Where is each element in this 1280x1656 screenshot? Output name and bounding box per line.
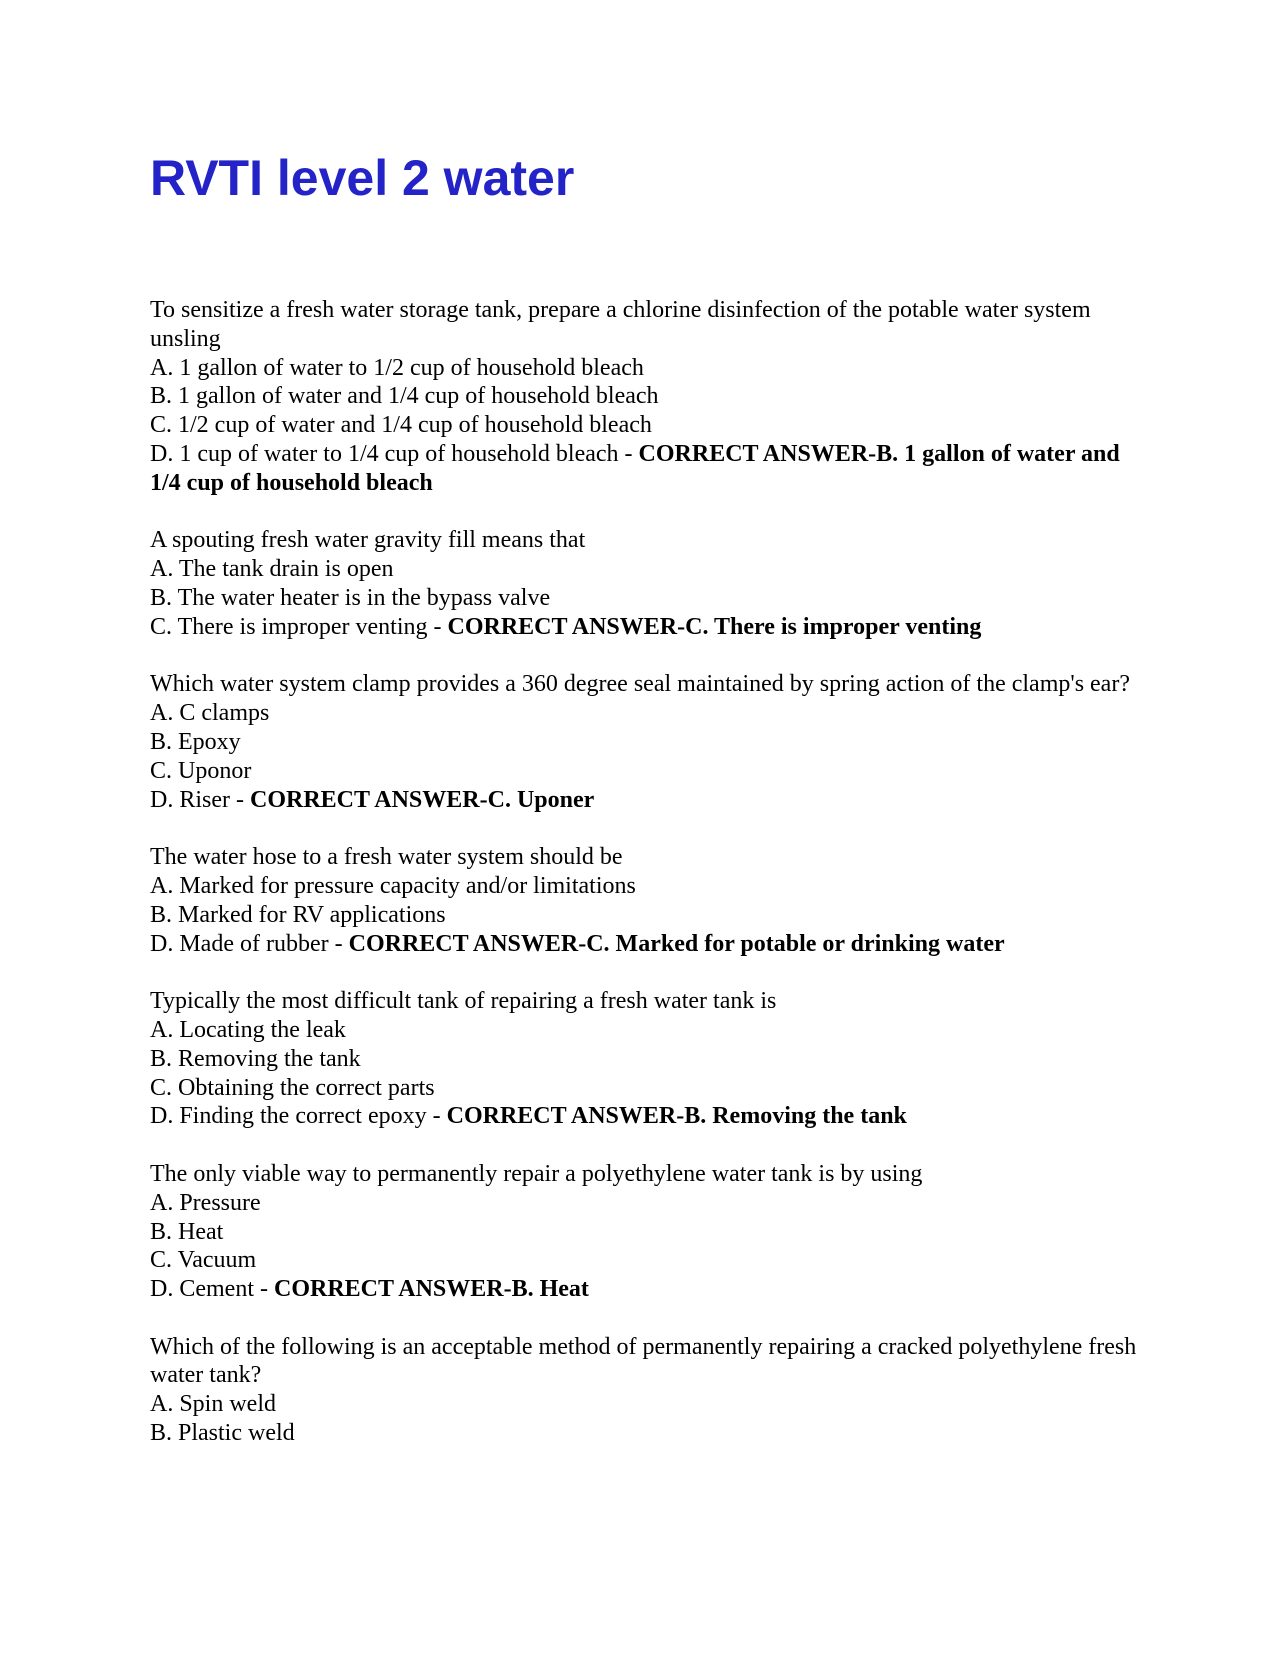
question-block bbox=[150, 987, 1140, 1131]
correct-answer-prefix: CORRECT ANSWER- bbox=[273, 1276, 512, 1303]
option-text: A. Marked for pressure capacity and/or limitations bbox=[150, 872, 636, 899]
option-text: C. Vacuum bbox=[150, 1247, 257, 1274]
option-text: A. 1 gallon of water to 1/2 cup of household bleach bbox=[150, 354, 644, 381]
option-text: D. 1 cup of water to 1/4 cup of household bleach bbox=[150, 440, 619, 467]
option-text: A. Spin weld bbox=[150, 1391, 276, 1418]
option-text: C. Uponor bbox=[150, 757, 252, 784]
answer-option bbox=[150, 1045, 1140, 1074]
answer-option bbox=[150, 699, 1140, 728]
correct-answer bbox=[447, 1103, 907, 1129]
answer-option bbox=[150, 411, 1140, 440]
option-text: A. C clamps bbox=[150, 700, 270, 727]
question-text: To sensitize a fresh water storage tank, prepare a chlorine disinfection of the potable water system unsling bbox=[150, 297, 1091, 352]
correct-answer-value: C. There is improper venting bbox=[685, 613, 982, 640]
question-list bbox=[150, 296, 1140, 1477]
correct-answer bbox=[448, 614, 982, 640]
option-text: B. Removing the tank bbox=[150, 1045, 361, 1072]
answer-option bbox=[150, 872, 1140, 901]
answer-option: C. There is improper venting - CORRECT ANSWER-C. There is improper venting bbox=[150, 613, 982, 640]
question-block bbox=[150, 843, 1140, 958]
question-text: Typically the most difficult tank of repairing a fresh water tank is bbox=[150, 988, 777, 1015]
option-text: B. Plastic weld bbox=[150, 1420, 295, 1447]
question-block bbox=[150, 1160, 1140, 1304]
answer-option: D. Finding the correct epoxy - CORRECT ANSWER-B. Removing the tank bbox=[150, 1103, 907, 1130]
option-text: A. The tank drain is open bbox=[150, 556, 394, 583]
correct-answer-prefix: CORRECT ANSWER- bbox=[348, 930, 587, 957]
answer-option bbox=[150, 1016, 1140, 1045]
option-text: D. Made of rubber bbox=[150, 930, 329, 957]
correct-answer-prefix: CORRECT ANSWER- bbox=[447, 613, 686, 640]
option-text: C. Obtaining the correct parts bbox=[150, 1074, 435, 1101]
correct-answer-prefix: CORRECT ANSWER- bbox=[250, 786, 488, 813]
question-text: The only viable way to permanently repair a polyethylene water tank is by using bbox=[150, 1160, 923, 1187]
correct-answer-value: B. Removing the tank bbox=[684, 1103, 907, 1130]
answer-option: D. Cement - CORRECT ANSWER-B. Heat bbox=[150, 1276, 589, 1303]
option-text: A. Locating the leak bbox=[150, 1016, 346, 1043]
answer-option bbox=[150, 728, 1140, 757]
correct-answer-prefix: CORRECT ANSWER- bbox=[446, 1103, 685, 1130]
correct-answer-prefix: CORRECT ANSWER- bbox=[638, 440, 877, 467]
answer-option bbox=[150, 1419, 1140, 1448]
option-text: D. Riser bbox=[150, 786, 230, 813]
document-title: RVTI level 2 water bbox=[150, 150, 575, 206]
question-block bbox=[150, 296, 1140, 498]
answer-option bbox=[150, 1390, 1140, 1419]
answer-option: D. Made of rubber - CORRECT ANSWER-C. Marked for potable or drinking water bbox=[150, 930, 1005, 957]
option-text: B. Heat bbox=[150, 1218, 224, 1245]
correct-answer-value: B. Heat bbox=[511, 1276, 589, 1303]
correct-answer bbox=[274, 1276, 589, 1302]
answer-option bbox=[150, 1246, 1140, 1275]
answer-option bbox=[150, 1218, 1140, 1247]
option-text: C. 1/2 cup of water and 1/4 cup of household bleach bbox=[150, 412, 652, 439]
answer-option bbox=[150, 757, 1140, 786]
correct-answer bbox=[349, 931, 1005, 957]
answer-option bbox=[150, 1074, 1140, 1103]
question-text: The water hose to a fresh water system should be bbox=[150, 844, 623, 871]
option-text: B. Epoxy bbox=[150, 728, 241, 755]
question-block bbox=[150, 526, 1140, 641]
question-block bbox=[150, 670, 1140, 814]
correct-answer-value: C. Uponer bbox=[487, 786, 595, 813]
answer-option bbox=[150, 1189, 1140, 1218]
option-text: D. Cement bbox=[150, 1276, 254, 1303]
option-text: C. There is improper venting bbox=[150, 613, 428, 640]
option-text: B. Marked for RV applications bbox=[150, 901, 446, 928]
answer-option bbox=[150, 555, 1140, 584]
question-text: Which water system clamp provides a 360 degree seal maintained by spring action of the clamp's ear? bbox=[150, 671, 1130, 698]
answer-option bbox=[150, 382, 1140, 411]
question-text: Which of the following is an acceptable method of permanently repairing a cracked polyethylene fresh water tank? bbox=[150, 1333, 1137, 1389]
option-text: D. Finding the correct epoxy bbox=[150, 1103, 427, 1130]
answer-option bbox=[150, 354, 1140, 383]
option-text: A. Pressure bbox=[150, 1189, 261, 1216]
option-text: B. The water heater is in the bypass valve bbox=[150, 584, 551, 611]
answer-option bbox=[150, 584, 1140, 613]
answer-option: D. Riser - CORRECT ANSWER-C. Uponer bbox=[150, 786, 595, 813]
correct-answer-value: B. 1 gallon of water and 1/4 cup of household bleach bbox=[150, 440, 1120, 496]
correct-answer-value: C. Marked for potable or drinking water bbox=[586, 930, 1005, 957]
question-block bbox=[150, 1333, 1140, 1448]
answer-option: D. 1 cup of water to 1/4 cup of household bleach - CORRECT ANSWER-B. 1 gallon of water and 1/4 cup of household bleach bbox=[150, 440, 1120, 496]
question-text: A spouting fresh water gravity fill means that bbox=[150, 527, 586, 554]
option-text: B. 1 gallon of water and 1/4 cup of household bleach bbox=[150, 383, 659, 410]
correct-answer bbox=[250, 787, 594, 813]
answer-option bbox=[150, 901, 1140, 930]
